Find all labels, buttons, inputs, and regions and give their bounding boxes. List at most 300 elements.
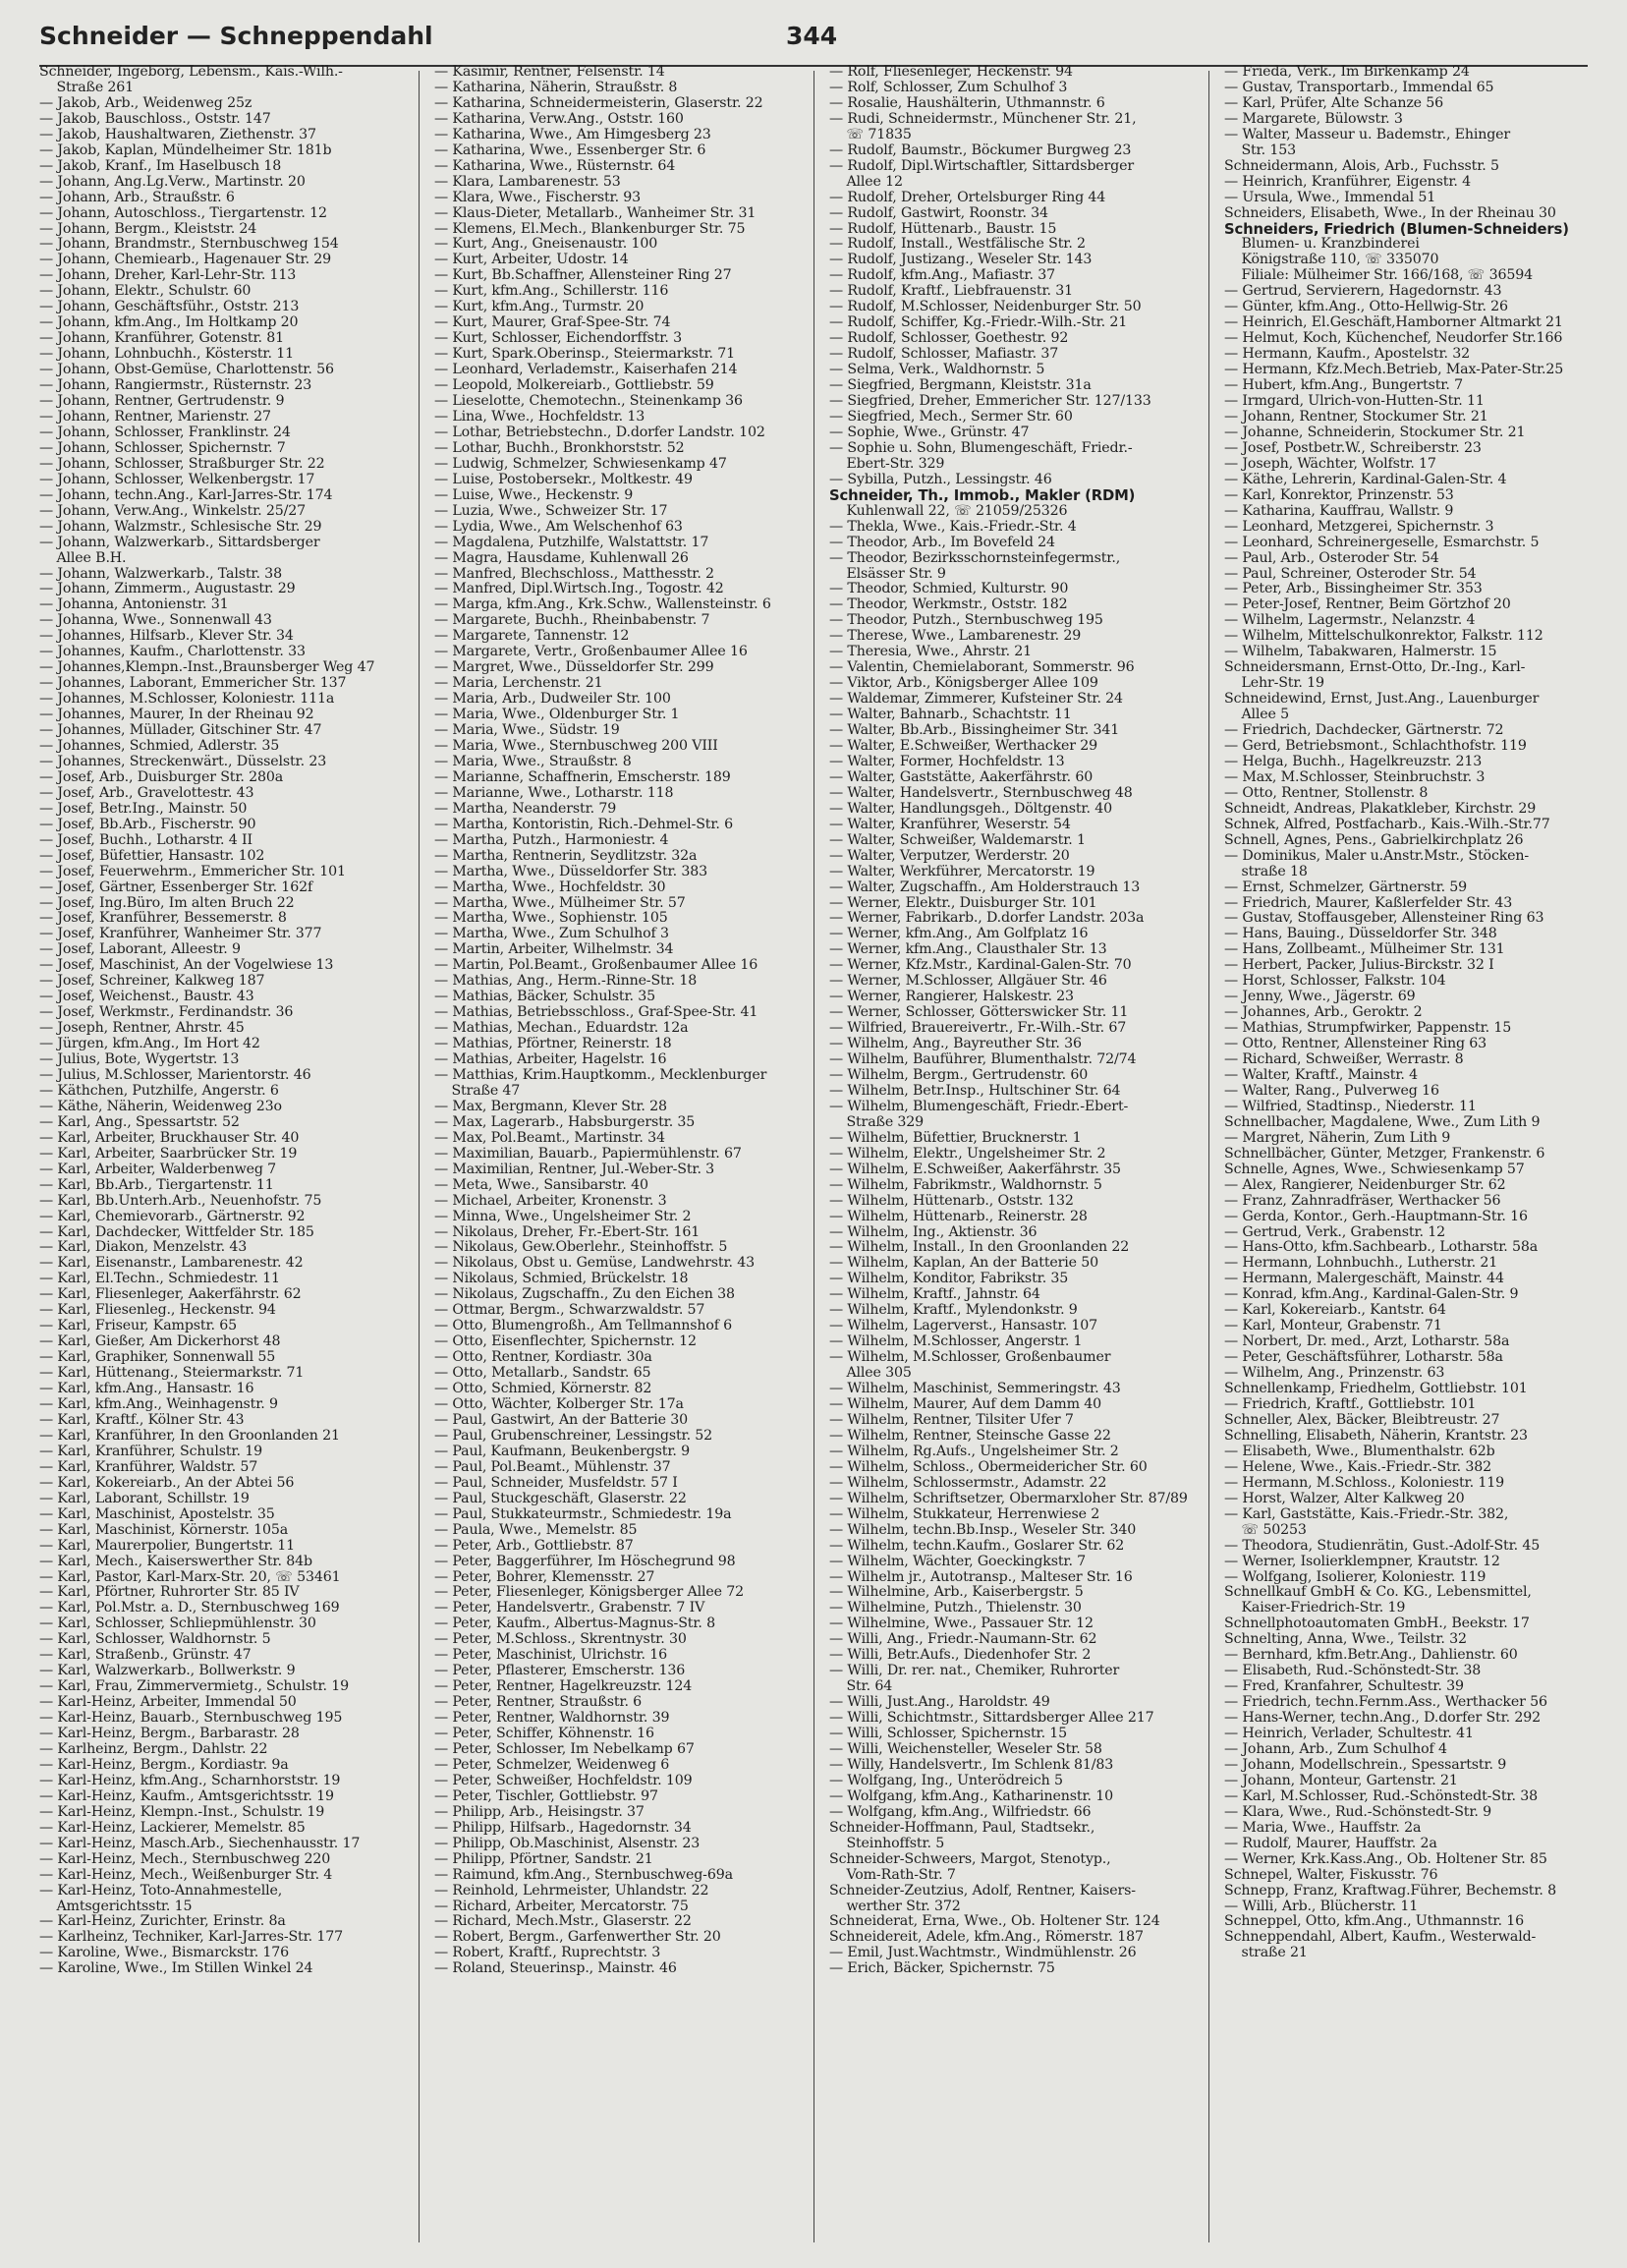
directory-entry: — Karl, Mech., Kaiserswerther Str. 84b [39,1553,312,1569]
directory-entry: — Katharina, Kauffrau, Wallstr. 9 [1224,502,1454,519]
directory-entry: — Rudolf, Schiffer, Kg.-Friedr.-Wilh.-Str. 21 [829,314,1128,331]
directory-entry: — Rudolf, Dipl.Wirtschaftler, Sittardsberger [829,157,1134,174]
directory-entry: Allee B.H. [39,549,127,566]
directory-entry: — Michael, Arbeiter, Kronenstr. 3 [434,1192,667,1209]
directory-entry: — Marianne, Wwe., Lotharstr. 118 [434,784,674,801]
directory-entry: — Nikolaus, Schmied, Brückelstr. 18 [434,1271,689,1287]
directory-entry: — Martha, Kontoristin, Rich.-Dehmel-Str. 6 [434,816,734,832]
directory-entry: — Fred, Kranfahrer, Schultestr. 39 [1224,1678,1464,1695]
directory-entry: — Otto, Metallarb., Sandstr. 65 [434,1365,651,1382]
directory-entry: — Karl, Straßenb., Grünstr. 47 [39,1647,252,1664]
directory-entry: — Wilhelm, Hüttenarb., Reinerstr. 28 [829,1208,1088,1224]
directory-entry: — Rudolf, Schlosser, Goethestr. 92 [829,330,1069,347]
directory-entry: — Wilhelmine, Wwe., Passauer Str. 12 [829,1616,1094,1632]
directory-entry: — Nikolaus, Dreher, Fr.-Ebert-Str. 161 [434,1223,701,1240]
directory-entry: — Karlheinz, Techniker, Karl-Jarres-Str. 177 [39,1929,344,1946]
directory-entry: — Josef, Ing.Büro, Im alten Bruch 22 [39,894,295,911]
directory-entry: — Werner, M.Schlosser, Allgäuer Str. 46 [829,973,1107,990]
directory-entry: — Peter, Schiffer, Köhnenstr. 16 [434,1726,654,1742]
directory-entry: Schneider-Schweers, Margot, Stenotyp., [829,1850,1111,1867]
directory-entry: — Peter, Rentner, Waldhornstr. 39 [434,1710,670,1727]
directory-entry: — Hermann, Kaufm., Apostelstr. 32 [1224,346,1470,363]
directory-entry: Schneidersmann, Ernst-Otto, Dr.-Ing., Karl- [1224,659,1526,676]
directory-entry: — Josef, Arb., Gravelottestr. 43 [39,784,254,801]
directory-entry: — Dominikus, Maler u.Anstr.Mstr., Stöcken- [1224,847,1530,864]
directory-entry: — Wilhelm, M.Schlosser, Angerstr. 1 [829,1333,1083,1350]
directory-entry: Ebert-Str. 329 [829,455,945,472]
directory-entry: — Wilhelm, Maurer, Auf dem Damm 40 [829,1396,1101,1413]
directory-entry: — Siegfried, Mech., Sermer Str. 60 [829,408,1073,425]
directory-entry: — Maria, Wwe., Sternbuschweg 200 VIII [434,737,718,754]
directory-entry: Schneppel, Otto, kfm.Ang., Uthmannstr. 16 [1224,1913,1524,1930]
directory-entry: — Otto, Wächter, Kolberger Str. 17a [434,1396,684,1413]
directory-entry: — Ernst, Schmelzer, Gärtnerstr. 59 [1224,879,1468,895]
directory-entry: — Josef, Büfettier, Hansastr. 102 [39,847,265,864]
directory-entry: — Leonhard, Schreinergeselle, Esmarchstr. 5 [1224,534,1540,550]
directory-entry: — Willi, Betr.Aufs., Diedenhofer Str. 2 [829,1647,1092,1664]
directory-entry: Allee 12 [829,173,903,190]
directory-entry: — Otto, Blumengroßh., Am Tellmannshof 6 [434,1318,733,1334]
directory-entry: Schneiders, Elisabeth, Wwe., In der Rheinau 30 [1224,204,1556,221]
directory-entry: — Walter, E.Schweißer, Werthacker 29 [829,737,1098,754]
directory-entry: — Philipp, Ob.Maschinist, Alsenstr. 23 [434,1835,701,1851]
directory-entry: Schnelle, Agnes, Wwe., Schwiesenkamp 57 [1224,1161,1525,1177]
directory-entry: — Hermann, Malergeschäft, Mainstr. 44 [1224,1271,1504,1287]
directory-entry: — Maria, Wwe., Oldenburger Str. 1 [434,707,680,723]
directory-entry: — Sybilla, Putzh., Lessingstr. 46 [829,471,1052,487]
directory-entry: — Peter, Rentner, Straußstr. 6 [434,1694,643,1711]
directory-entry: Schneidereit, Adele, kfm.Ang., Römerstr. 187 [829,1929,1144,1946]
directory-entry: — Werner, Elektr., Duisburger Str. 101 [829,894,1097,911]
directory-entry: — Willi, Dr. rer. nat., Chemiker, Ruhrorter [829,1663,1120,1679]
directory-entry: — Paul, Pol.Beamt., Mühlenstr. 37 [434,1458,671,1475]
directory-entry: — Robert, Bergm., Garfenwerther Str. 20 [434,1929,721,1946]
directory-entry: — Karl, Maschinist, Körnerstr. 105a [39,1521,289,1538]
directory-entry: — Magdalena, Putzhilfe, Walstattstr. 17 [434,534,709,550]
directory-entry: — Julius, M.Schlosser, Marientorstr. 46 [39,1067,311,1083]
directory-entry: Schneiders, Friedrich (Blumen-Schneiders) [1224,220,1569,238]
directory-entry: — Johann, Kranführer, Gotenstr. 81 [39,330,285,347]
directory-entry: Str. 64 [829,1678,893,1695]
directory-entry: — Walter, Zugschaffn., Am Holderstrauch 13 [829,879,1141,895]
column-4 [1224,65,1588,2246]
directory-entry: — Rudolf, Maurer, Hauffstr. 2a [1224,1835,1437,1851]
directory-entry: — Erich, Bäcker, Spichernstr. 75 [829,1960,1055,1977]
directory-entry: — Johann, Ang.Lg.Verw., Martinstr. 20 [39,173,306,190]
directory-entry: — Sophie u. Sohn, Blumengeschäft, Friedr.- [829,439,1133,456]
directory-entry: — Walter, Gaststätte, Aakerfährstr. 60 [829,768,1094,785]
directory-entry: — Helmut, Koch, Küchenchef, Neudorfer Str.166 [1224,330,1563,347]
directory-entry: — Wolfgang, Isolierer, Koloniestr. 119 [1224,1568,1487,1585]
directory-entry: — Jenny, Wwe., Jägerstr. 69 [1224,989,1416,1005]
directory-entry: — Reinhold, Lehrmeister, Uhlandstr. 22 [434,1882,709,1899]
directory-entry: — Waldemar, Zimmerer, Kufsteiner Str. 24 [829,691,1123,708]
directory-entry: — Walter, Masseur u. Bademstr., Ehinger [1224,126,1511,142]
directory-entry: — Selma, Verk., Waldhornstr. 5 [829,362,1045,378]
directory-entry: — Friedrich, techn.Fernm.Ass., Werthacker 56 [1224,1694,1547,1711]
directory-entry: — Hans, Bauing., Düsseldorfer Str. 348 [1224,926,1497,942]
directory-entry: — Karl-Heinz, Masch.Arb., Siechenhausstr. 17 [39,1835,361,1851]
directory-entry: — Max, Bergmann, Klever Str. 28 [434,1098,667,1114]
directory-entry: — Josef, Laborant, Alleestr. 9 [39,941,241,958]
directory-entry: — Margarete, Tannenstr. 12 [434,628,630,645]
directory-entry: — Karl, Konrektor, Prinzenstr. 53 [1224,486,1454,503]
directory-entry: — Wilhelm, Schriftsetzer, Obermarxloher Str. 87/89 [829,1490,1188,1506]
directory-entry: Filiale: Mülheimer Str. 166/168, ☏ 36594 [1224,267,1533,284]
directory-entry: — Helene, Wwe., Kais.-Friedr.-Str. 382 [1224,1458,1491,1475]
directory-entry: Schnellbacher, Magdalene, Wwe., Zum Lith 9 [1224,1113,1541,1130]
directory-entry: — Johann, Rentner, Gertrudenstr. 9 [39,393,285,410]
directory-entry: Schneider, Th., Immob., Makler (RDM) [829,486,1136,504]
directory-entry: — Willi, Ang., Friedr.-Naumann-Str. 62 [829,1631,1097,1648]
directory-entry: — Rudolf, M.Schlosser, Neidenburger Str. 50 [829,299,1142,315]
directory-entry: Schnelling, Elisabeth, Näherin, Krantstr. 23 [1224,1427,1528,1444]
directory-entry: — Johannes, Müllader, Gitschiner Str. 47 [39,722,322,739]
column-divider [1208,71,1209,2242]
directory-entry: — Johann, Rangiermstr., Rüsternstr. 23 [39,377,312,394]
directory-entry: — Mathias, Ang., Herm.-Rinne-Str. 18 [434,973,698,990]
directory-entry: — Peter, Bohrer, Klemensstr. 27 [434,1568,655,1585]
directory-entry: — Karl, Kraftf., Kölner Str. 43 [39,1411,245,1428]
directory-entry: — Willi, Weichensteller, Weseler Str. 58 [829,1740,1102,1757]
directory-entry: — Karl, Schlosser, Schliepmühlenstr. 30 [39,1616,316,1632]
directory-entry: — Joseph, Wächter, Wolfstr. 17 [1224,455,1436,472]
directory-entry: — Paula, Wwe., Memelstr. 85 [434,1521,638,1538]
directory-entry: — Peter, Maschinist, Ulrichstr. 16 [434,1647,667,1664]
directory-entry: ☏ 71835 [829,126,912,142]
directory-entry: — Werner, Isolierklempner, Krautstr. 12 [1224,1553,1500,1569]
directory-entry: — Heinrich, Kranführer, Eigenstr. 4 [1224,173,1471,190]
directory-entry: — Klara, Wwe., Fischerstr. 93 [434,189,642,205]
directory-entry: — Gerda, Kontor., Gerh.-Hauptmann-Str. 16 [1224,1208,1528,1224]
directory-entry: — Johann, kfm.Ang., Im Holtkamp 20 [39,314,299,331]
directory-entry: — Karl-Heinz, Klempn.-Inst., Schulstr. 19 [39,1803,325,1820]
directory-entry: — Werner, Rangierer, Halskestr. 23 [829,989,1074,1005]
directory-entry: — Martin, Pol.Beamt., Großenbaumer Allee 16 [434,957,758,974]
directory-entry: — Walter, Kraftf., Mainstr. 4 [1224,1067,1419,1083]
directory-entry: Straße 47 [434,1082,521,1099]
directory-entry: — Rudolf, kfm.Ang., Mafiastr. 37 [829,267,1055,284]
directory-entry: — Johannes, Laborant, Emmericher Str. 137 [39,675,347,692]
directory-entry: — Hans-Werner, techn.Ang., D.dorfer Str. 292 [1224,1710,1542,1727]
directory-entry: — Walter, Handelsvertr., Sternbuschweg 48 [829,784,1133,801]
directory-entry: — Sophie, Wwe., Grünstr. 47 [829,424,1030,440]
directory-entry: — Werner, Fabrikarb., D.dorfer Landstr. 203a [829,910,1145,927]
page-number: 344 [786,22,838,50]
directory-entry: — Josef, Maschinist, An der Vogelwiese 13 [39,957,334,974]
directory-entry: Elsässer Str. 9 [829,565,946,582]
directory-entry: — Karl-Heinz, Arbeiter, Immendal 50 [39,1694,297,1711]
directory-entry: — Mathias, Arbeiter, Hagelstr. 16 [434,1051,667,1068]
directory-entry: — Heinrich, El.Geschäft,Hamborner Altmarkt 21 [1224,314,1563,331]
directory-entry: — Gustav, Transportarb., Immendal 65 [1224,79,1494,95]
directory-entry: — Johann, Schlosser, Franklinstr. 24 [39,424,291,440]
directory-entry: — Wilhelm, Schloss., Obermeidericher Str. 60 [829,1458,1148,1475]
directory-entry: — Mathias, Mechan., Eduardstr. 12a [434,1020,689,1037]
directory-entry: — Jakob, Bauschloss., Oststr. 147 [39,110,271,127]
directory-entry: — Johanne, Schneiderin, Stockumer Str. 21 [1224,424,1526,440]
directory-entry: straße 21 [1224,1945,1308,1961]
directory-entry: — Wilhelm, Schlossermstr., Adamstr. 22 [829,1474,1107,1491]
directory-entry: — Wilhelmine, Arb., Kaiserbergstr. 5 [829,1584,1084,1601]
directory-entry: — Karl, Chemievorarb., Gärtnerstr. 92 [39,1208,306,1224]
directory-entry: — Rudi, Schneidermstr., Münchener Str. 21, [829,110,1137,127]
directory-entry: — Margarete, Bülowstr. 3 [1224,110,1403,127]
directory-entry: — Willi, Schlosser, Spichernstr. 15 [829,1726,1068,1742]
directory-entry: — Heinrich, Verlader, Schultestr. 41 [1224,1726,1474,1742]
directory-entry: — Viktor, Arb., Königsberger Allee 109 [829,675,1098,692]
directory-entry: — Josef, Gärtner, Essenberger Str. 162f [39,879,313,895]
directory-entry: Schneller, Alex, Bäcker, Bleibtreustr. 27 [1224,1411,1500,1428]
directory-entry: — Theresia, Wwe., Ahrstr. 21 [829,644,1033,660]
directory-entry: — Karl, Kokereiarb., An der Abtei 56 [39,1474,295,1491]
directory-entry: werther Str. 372 [829,1898,961,1914]
directory-entry: Vom-Rath-Str. 7 [829,1866,956,1883]
directory-entry: Schnepel, Walter, Fiskusstr. 76 [1224,1866,1438,1883]
directory-entry: — Wolfgang, kfm.Ang., Wilfriedstr. 66 [829,1803,1092,1820]
directory-entry: — Peter-Josef, Rentner, Beim Görtzhof 20 [1224,596,1511,613]
directory-entry: — Karl, Arbeiter, Saarbrücker Str. 19 [39,1145,298,1162]
directory-entry: — Käthe, Näherin, Weidenweg 23o [39,1098,282,1114]
directory-entry: — Karl-Heinz, Bergm., Barbarastr. 28 [39,1726,300,1742]
directory-entry: — Kurt, Maurer, Graf-Spee-Str. 74 [434,314,671,331]
directory-entry: — Walter, Handlungsgeh., Döltgenstr. 40 [829,800,1112,817]
directory-entry: — Konrad, kfm.Ang., Kardinal-Galen-Str. 9 [1224,1286,1519,1303]
directory-entry: — Karl, kfm.Ang., Weinhagenstr. 9 [39,1396,278,1413]
directory-entry: — Raimund, kfm.Ang., Sternbuschweg-69a [434,1866,733,1883]
directory-entry: — Peter, Handelsvertr., Grabenstr. 7 IV [434,1600,705,1616]
directory-entry: — Maria, Wwe., Hauffstr. 2a [1224,1819,1422,1836]
directory-entry: — Martha, Rentnerin, Seydlitzstr. 32a [434,847,698,864]
directory-entry: Schneider-Hoffmann, Paul, Stadtsekr., [829,1819,1095,1836]
directory-entry: — Manfred, Dipl.Wirtsch.Ing., Togostr. 42 [434,581,724,597]
directory-entry: — Franz, Zahnradfräser, Werthacker 56 [1224,1192,1501,1209]
directory-entry: — Katharina, Wwe., Essenberger Str. 6 [434,142,706,158]
directory-entry: Lehr-Str. 19 [1224,675,1324,692]
directory-entry: — Martha, Wwe., Mülheimer Str. 57 [434,894,686,911]
directory-entry: — Peter, Fliesenleger, Königsberger Allee 72 [434,1584,745,1601]
directory-entry: — Jakob, Arb., Weidenweg 25z [39,94,252,111]
directory-entry: — Walter, Verputzer, Werderstr. 20 [829,847,1070,864]
directory-entry: — Irmgard, Ulrich-von-Hutten-Str. 11 [1224,393,1485,410]
directory-entry: — Paul, Stuckgeschäft, Glaserstr. 22 [434,1490,687,1506]
directory-entry: — Karl-Heinz, Kaufm., Amtsgerichtsstr. 19 [39,1787,334,1804]
directory-entry: — Werner, Kfz.Mstr., Kardinal-Galen-Str. 70 [829,957,1132,974]
directory-entry: — Peter, Geschäftsführer, Lotharstr. 58a [1224,1349,1503,1366]
directory-entry: — Martha, Putzh., Harmoniestr. 4 [434,831,669,848]
directory-entry: — Johann, Monteur, Gartenstr. 21 [1224,1772,1458,1788]
directory-entry: — Martha, Wwe., Zum Schulhof 3 [434,926,669,942]
directory-entry: — Mathias, Betriebsschloss., Graf-Spee-Str. 41 [434,1004,758,1021]
directory-entry: — Johann, Bergm., Kleiststr. 24 [39,220,257,237]
directory-entry: — Karl, Gaststätte, Kais.-Friedr.-Str. 382, [1224,1505,1509,1522]
directory-entry: — Kurt, kfm.Ang., Turmstr. 20 [434,299,645,315]
directory-entry: — Walter, Schweißer, Waldemarstr. 1 [829,831,1086,848]
directory-entry: — Rudolf, Kraftf., Liebfrauenstr. 31 [829,283,1073,300]
directory-entry: — Karl, Kranführer, Schulstr. 19 [39,1443,262,1459]
directory-entry: — Therese, Wwe., Lambarenestr. 29 [829,628,1082,645]
directory-entry: Königstraße 110, ☏ 335070 [1224,252,1439,268]
directory-entry: — Wilhelm, Hüttenarb., Oststr. 132 [829,1192,1074,1209]
directory-entry: — Johann, Walzmstr., Schlesische Str. 29 [39,518,322,535]
directory-entry: — Magra, Hausdame, Kuhlenwall 26 [434,549,689,566]
directory-entry: — Hans, Zollbeamt., Mülheimer Str. 131 [1224,941,1505,958]
directory-entry: — Wilhelm jr., Autotransp., Malteser Str. 16 [829,1568,1133,1585]
directory-entry: Schnellbächer, Günter, Metzger, Frankenstr. 6 [1224,1145,1545,1162]
directory-entry: — Wilhelm, Stukkateur, Herrenwiese 2 [829,1505,1100,1522]
directory-entry: — Lieselotte, Chemotechn., Steinenkamp 36 [434,393,743,410]
directory-entry: — Maximilian, Rentner, Jul.-Weber-Str. 3 [434,1161,715,1177]
directory-entry: — Karl, Ang., Spessartstr. 52 [39,1113,240,1130]
directory-entry: — Wilhelm, techn.Bb.Insp., Weseler Str. 340 [829,1521,1137,1538]
directory-entry: — Horst, Walzer, Alter Kalkweg 20 [1224,1490,1465,1506]
directory-entry: — Walter, Former, Hochfeldstr. 13 [829,753,1065,769]
directory-entry: — Mathias, Strumpfwirker, Pappenstr. 15 [1224,1020,1512,1037]
directory-entry: — Willi, Arb., Blücherstr. 11 [1224,1898,1419,1914]
directory-entry: Schneiderat, Erna, Wwe., Ob. Holtener Str. 124 [829,1913,1160,1930]
directory-entry: — Maria, Wwe., Straußstr. 8 [434,753,632,769]
directory-entry: — Günter, kfm.Ang., Otto-Hellwig-Str. 26 [1224,299,1508,315]
directory-entry: — Karl, M.Schlosser, Rud.-Schönstedt-Str. 38 [1224,1787,1538,1804]
directory-entry: — Wilhelm, Maschinist, Semmeringstr. 43 [829,1381,1121,1397]
directory-entry: — Wilhelm, Betr.Insp., Hultschiner Str. 64 [829,1082,1121,1099]
directory-entry: — Josef, Buchh., Lotharstr. 4 II [39,831,252,848]
directory-entry: — Wilhelm, Rg.Aufs., Ungelsheimer Str. 2 [829,1443,1119,1459]
directory-entry: — Jakob, Kranf., Im Haselbusch 18 [39,157,282,174]
directory-entry: — Klaus-Dieter, Metallarb., Wanheimer Str. 31 [434,204,757,221]
directory-entry: — Paul, Arb., Osteroder Str. 54 [1224,549,1439,566]
directory-entry: — Wilhelm, Mittelschulkonrektor, Falkstr. 112 [1224,628,1543,645]
directory-entry: — Paul, Gastwirt, An der Batterie 30 [434,1411,688,1428]
directory-entry: — Emil, Just.Wachtmstr., Windmühlenstr. 26 [829,1945,1137,1961]
directory-entry: — Philipp, Pförtner, Sandstr. 21 [434,1850,653,1867]
directory-entry: Schnek, Alfred, Postfacharb., Kais.-Wilh.-Str.77 [1224,816,1550,832]
directory-entry: Schnellphotoautomaten GmbH., Beekstr. 17 [1224,1616,1530,1632]
directory-entry: — Johann, Walzwerkarb., Talstr. 38 [39,565,282,582]
directory-entry: — Peter, Tischler, Gottliebstr. 97 [434,1787,658,1804]
directory-entry: — Katharina, Schneidermeisterin, Glaserstr. 22 [434,94,763,111]
directory-entry: — Rudolf, Hüttenarb., Baustr. 15 [829,220,1057,237]
directory-entry: — Paul, Schreiner, Osteroder Str. 54 [1224,565,1477,582]
directory-entry: — Johann, Obst-Gemüse, Charlottenstr. 56 [39,362,334,378]
directory-entry: — Theodor, Arb., Im Bovefeld 24 [829,534,1055,550]
directory-entry: — Johannes, Arb., Geroktr. 2 [1224,1004,1423,1021]
directory-entry: — Wilhelm, Büfettier, Brucknerstr. 1 [829,1129,1082,1146]
column-1 [39,65,403,2246]
directory-entry: — Wolfgang, Ing., Unterödreich 5 [829,1772,1063,1788]
directory-entry: — Kurt, Schlosser, Eichendorffstr. 3 [434,330,682,347]
directory-entry: — Otto, Rentner, Kordiastr. 30a [434,1349,652,1366]
directory-entry: — Paul, Schneider, Musfeldstr. 57 I [434,1474,678,1491]
directory-entry: — Johann, Rentner, Stockumer Str. 21 [1224,408,1488,425]
directory-entry: — Peter, Schlosser, Im Nebelkamp 67 [434,1740,695,1757]
directory-entry: — Hermann, Kfz.Mech.Betrieb, Max-Pater-Str.25 [1224,362,1564,378]
directory-entry: — Karl, Friseur, Kampstr. 65 [39,1318,237,1334]
directory-entry: — Peter, Arb., Bissingheimer Str. 353 [1224,581,1483,597]
directory-entry: — Klemens, El.Mech., Blankenburger Str. 75 [434,220,746,237]
directory-entry: — Wilhelm, Kaplan, An der Batterie 50 [829,1255,1099,1272]
directory-entry: Str. 153 [1224,142,1296,158]
directory-entry: — Bernhard, kfm.Betr.Ang., Dahlienstr. 60 [1224,1647,1518,1664]
directory-entry: — Margret, Näherin, Zum Lith 9 [1224,1129,1451,1146]
directory-entry: — Karl, Hüttenang., Steiermarkstr. 71 [39,1365,305,1382]
directory-entry: — Katharina, Wwe., Rüsternstr. 64 [434,157,676,174]
directory-entry: — Karl, Frau, Zimmervermietg., Schulstr. 19 [39,1678,350,1695]
directory-entry: — Walter, Werkführer, Mercatorstr. 19 [829,863,1095,879]
directory-entry: — Karl, Bb.Unterh.Arb., Neuenhofstr. 75 [39,1192,322,1209]
directory-entry: — Kurt, kfm.Ang., Schillerstr. 116 [434,283,669,300]
directory-entry: — Frieda, Verk., Im Birkenkamp 24 [1224,65,1470,80]
directory-entry: — Theodor, Schmied, Kulturstr. 90 [829,581,1069,597]
directory-entry: Amtsgerichtsstr. 15 [39,1898,193,1914]
directory-entry: — Käthchen, Putzhilfe, Angerstr. 6 [39,1082,279,1099]
directory-entry: — Lydia, Wwe., Am Welschenhof 63 [434,518,683,535]
directory-entry: — Karl, Kranführer, In den Groonlanden 21 [39,1427,340,1444]
directory-entry: — Karl, El.Techn., Schmiedestr. 11 [39,1271,280,1287]
directory-entry: — Jürgen, kfm.Ang., Im Hort 42 [39,1036,260,1052]
directory-entry: — Karl, Pastor, Karl-Marx-Str. 20, ☏ 53461 [39,1568,341,1585]
directory-entry: — Karl, Arbeiter, Bruckhauser Str. 40 [39,1129,300,1146]
directory-entry: — Gertrud, Servierern, Hagedornstr. 43 [1224,283,1502,300]
directory-columns [39,65,1588,2246]
directory-entry: — Siegfried, Dreher, Emmericher Str. 127/133 [829,393,1151,410]
directory-entry: — Otto, Rentner, Stollenstr. 8 [1224,784,1429,801]
directory-entry: — Käthe, Lehrerin, Kardinal-Galen-Str. 4 [1224,471,1507,487]
directory-entry: — Walter, Rang., Pulverweg 16 [1224,1082,1439,1099]
directory-entry: — Klara, Lambarenestr. 53 [434,173,621,190]
directory-entry: — Philipp, Arb., Heisingstr. 37 [434,1803,645,1820]
directory-entry: — Peter, Schmelzer, Weidenweg 6 [434,1756,670,1773]
directory-entry: — Leopold, Molkereiarb., Gottliebstr. 59 [434,377,714,394]
directory-entry: — Johannes, M.Schlosser, Koloniestr. 111a [39,691,335,708]
directory-entry: — Julius, Bote, Wygertstr. 13 [39,1051,240,1068]
directory-entry: — Wilhelm, Lagerverst., Hansastr. 107 [829,1318,1097,1334]
directory-entry: — Horst, Schlosser, Falkstr. 104 [1224,973,1446,990]
directory-entry: straße 18 [1224,863,1308,879]
directory-entry: — Martha, Neanderstr. 79 [434,800,617,817]
directory-entry: — Rolf, Schlosser, Zum Schulhof 3 [829,79,1068,95]
directory-entry: — Josef, Bb.Arb., Fischerstr. 90 [39,816,256,832]
directory-entry: — Johannes,Klempn.-Inst.,Braunsberger Weg 47 [39,659,375,676]
directory-entry: — Siegfried, Bergmann, Kleiststr. 31a [829,377,1092,394]
directory-entry: — Hubert, kfm.Ang., Bungertstr. 7 [1224,377,1463,394]
directory-entry: Schnellkauf GmbH & Co. KG., Lebensmittel, [1224,1584,1532,1601]
directory-entry: — Maria, Arb., Dudweiler Str. 100 [434,691,671,708]
directory-entry: — Karl-Heinz, Mech., Sternbuschweg 220 [39,1850,331,1867]
directory-entry: — Otto, Schmied, Körnerstr. 82 [434,1381,652,1397]
directory-entry: — Wilhelm, Lagermstr., Nelanzstr. 4 [1224,612,1476,629]
directory-entry: — Wilhelm, Install., In den Groonlanden 22 [829,1239,1130,1256]
directory-entry: — Rudolf, Justizang., Weseler Str. 143 [829,252,1093,268]
directory-entry: — Johann, Schlosser, Straßburger Str. 22 [39,455,325,472]
directory-entry: — Otto, Rentner, Allensteiner Ring 63 [1224,1036,1487,1052]
directory-entry: — Wilhelm, E.Schweißer, Aakerfährstr. 35 [829,1161,1121,1177]
directory-entry: — Wilfried, Brauereivertr., Fr.-Wilh.-Str. 67 [829,1020,1127,1037]
directory-entry: — Karl, Kranführer, Waldstr. 57 [39,1458,258,1475]
directory-entry: — Johann, Zimmerm., Augustastr. 29 [39,581,296,597]
directory-entry: Schneider-Zeutzius, Adolf, Rentner, Kaisers- [829,1882,1136,1899]
directory-entry: — Willy, Handelsvertr., Im Schlenk 81/83 [829,1756,1114,1773]
directory-entry: — Katharina, Näherin, Straußstr. 8 [434,79,678,95]
directory-entry: — Karlheinz, Bergm., Dahlstr. 22 [39,1740,268,1757]
directory-entry: — Kurt, Ang., Gneisenaustr. 100 [434,236,658,253]
directory-entry: — Paul, Stukkateurmstr., Schmiedestr. 19a [434,1505,732,1522]
directory-entry: — Wilhelm, Ang., Prinzenstr. 63 [1224,1365,1445,1382]
directory-entry: — Jakob, Kaplan, Mündelheimer Str. 181b [39,142,332,158]
directory-entry: — Kurt, Spark.Oberinsp., Steiermarkstr. 71 [434,346,736,363]
directory-entry: Allee 305 [829,1365,912,1382]
directory-entry: — Karl, Diakon, Menzelstr. 43 [39,1239,248,1256]
